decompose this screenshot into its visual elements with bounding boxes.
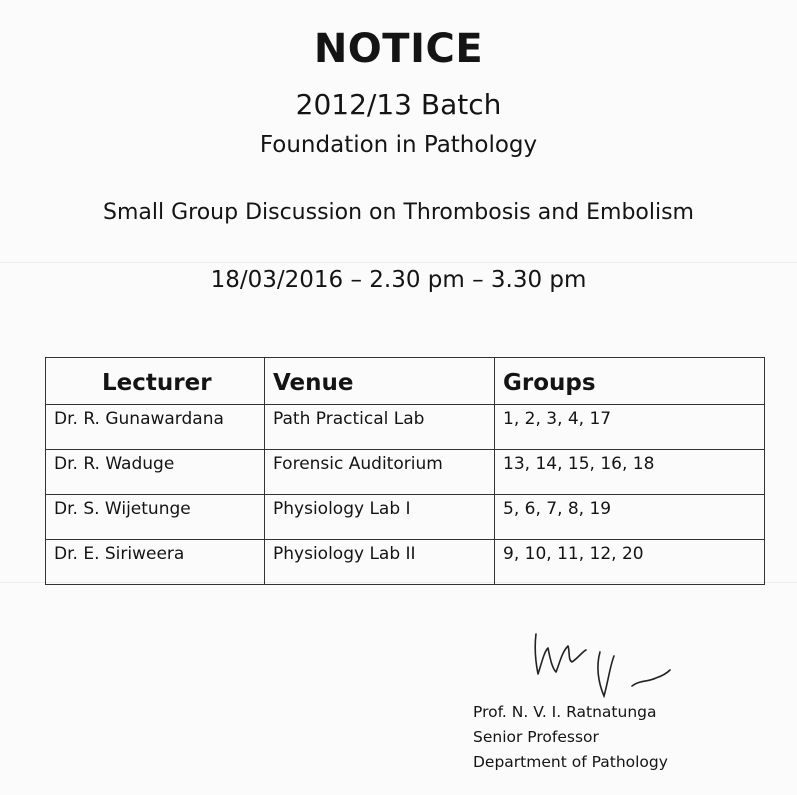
venue-cell: Physiology Lab I [265,495,495,540]
batch-label: 2012/13 Batch [295,88,502,121]
date-time: 18/03/2016 – 2.30 pm – 3.30 pm [210,267,587,293]
column-header-groups: Groups [495,358,765,405]
schedule-table [45,357,765,585]
discussion-topic: Small Group Discussion on Thrombosis and Embolism [103,200,694,225]
groups-cell: 5, 6, 7, 8, 19 [495,495,765,540]
signatory-block [473,700,668,775]
paper-fold-line [0,262,797,263]
lecturer-cell: Dr. E. Siriweera [46,540,265,585]
signatory-position: Senior Professor [473,728,599,746]
venue-cell: Physiology Lab II [265,540,495,585]
table-row [46,450,765,495]
groups-cell: 1, 2, 3, 4, 17 [495,405,765,450]
lecturer-cell: Dr. S. Wijetunge [46,495,265,540]
notice-title: NOTICE [313,26,484,72]
table-row [46,405,765,450]
groups-cell: 13, 14, 15, 16, 18 [495,450,765,495]
column-header-lecturer: Lecturer [46,358,265,405]
venue-cell: Forensic Auditorium [265,450,495,495]
course-name: Foundation in Pathology [259,132,538,158]
table-row [46,495,765,540]
column-header-venue: Venue [265,358,495,405]
groups-cell: 9, 10, 11, 12, 20 [495,540,765,585]
signatory-department: Department of Pathology [473,753,668,771]
table-header-row [46,358,765,405]
handwritten-signature [528,622,678,712]
table-row [46,540,765,585]
lecturer-cell: Dr. R. Gunawardana [46,405,265,450]
lecturer-cell: Dr. R. Waduge [46,450,265,495]
signatory-name: Prof. N. V. I. Ratnatunga [473,703,657,721]
venue-cell: Path Practical Lab [265,405,495,450]
